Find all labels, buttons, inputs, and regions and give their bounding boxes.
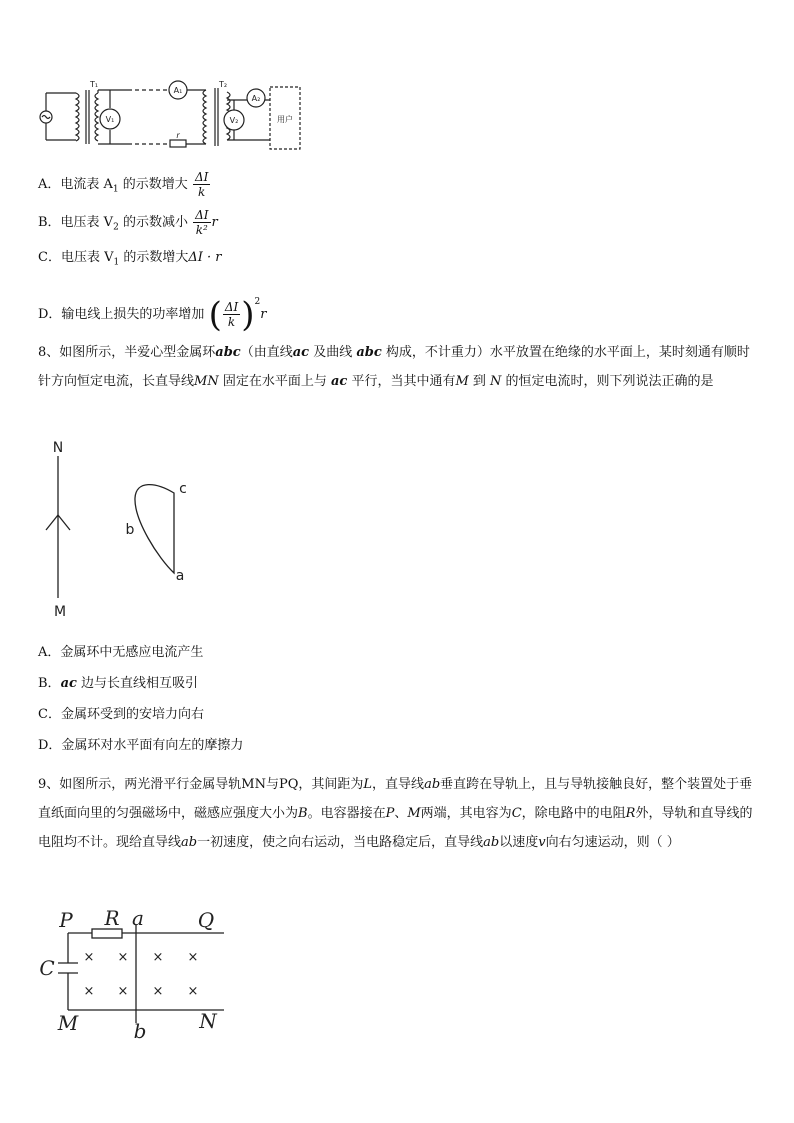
resistor-label-r: R bbox=[104, 906, 120, 930]
q8-option-b[interactable]: B．ac 边与长直线相互吸引 bbox=[38, 676, 199, 691]
ring-label-a: a bbox=[175, 568, 185, 584]
a1-meter-label: A₁ bbox=[173, 86, 183, 95]
q7-d-fraction: $\frac{\Delta I}{k}$ bbox=[224, 300, 239, 329]
field-cross-icon: × bbox=[117, 984, 129, 999]
field-cross-icon: × bbox=[152, 950, 164, 965]
rail-label-p: P bbox=[59, 908, 73, 932]
field-cross-icon: × bbox=[152, 984, 164, 999]
resistor-r bbox=[92, 929, 122, 938]
heart-ring bbox=[135, 485, 174, 573]
field-cross-icon: × bbox=[187, 950, 199, 965]
v1-meter-label: V₁ bbox=[105, 115, 115, 124]
rail-label-q: Q bbox=[197, 908, 215, 932]
rail-label-m: M bbox=[57, 1011, 79, 1035]
q7-a-fraction: $\frac{\Delta I}{k}$ bbox=[194, 170, 209, 199]
q8-option-d[interactable]: D．金属环对水平面有向左的摩擦力 bbox=[38, 738, 244, 753]
wire-label-m: M bbox=[53, 604, 67, 620]
q8-option-c[interactable]: C．金属环受到的安培力向右 bbox=[38, 707, 204, 722]
field-cross-icon: × bbox=[83, 984, 95, 999]
q7-option-d[interactable]: D．输电线上损失的功率增加 ( $\frac{\Delta I}{k}$ )$^2$r bbox=[38, 294, 267, 335]
q9-rail-circuit-figure bbox=[36, 905, 236, 1040]
v2-meter-label: V₂ bbox=[229, 116, 239, 125]
q9-question-text: 9、如图所示，两光滑平行金属导轨MN与PQ，其间距为L，直导线ab垂直跨在导轨上，且与导轨接触良好，整个装置处于垂直纸面向里的匀强磁场中，磁感应强度大小为B。电容器接在P、M两端，其电容为C，除电路中的电阻R外，导轨和直导线的电阻均不计。现给直导线ab一初速度，使之向右运动，当电路稳定后，直导线ab以速度v向右匀速运动，则（ ） bbox=[38, 777, 753, 850]
q7-b-fraction: $\frac{\Delta I}{\text{k²}}$ bbox=[195, 208, 209, 237]
q8-question-text: 8、如图所示，半爱心型金属环abc（由直线ac 及曲线 abc 构成，不计重力）水平放置在绝缘的水平面上，某时刻通有顺时针方向恒定电流，长直导线MN 固定在水平面上与 ac 平行，当其中通有M 到 N 的恒定电流时，则下列说法正确的是 bbox=[38, 345, 750, 389]
q7-option-c[interactable]: C．电压表 $V_1$ 的示数增大ΔI · r bbox=[38, 250, 222, 268]
rail-label-n: N bbox=[199, 1009, 217, 1033]
a2-meter-label: A₂ bbox=[251, 94, 261, 103]
q8-wire-ring-figure bbox=[38, 438, 218, 623]
transformer-circuit-figure bbox=[38, 78, 308, 158]
t1-label: T₁ bbox=[89, 80, 99, 89]
resistor-r-label: r bbox=[176, 131, 180, 140]
field-cross-icon: × bbox=[83, 950, 95, 965]
user-load-label: 用户 bbox=[277, 115, 293, 124]
ring-label-b: b bbox=[125, 522, 135, 538]
field-cross-icon: × bbox=[117, 950, 129, 965]
t2-label: T₂ bbox=[218, 80, 228, 89]
q8-option-a[interactable]: A．金属环中无感应电流产生 bbox=[38, 645, 204, 660]
rod-label-b: b bbox=[133, 1019, 147, 1040]
q7-option-b[interactable]: B．电压表 $V_2$ 的示数减小 $\frac{\Delta I}{\text{k²}}$ r bbox=[38, 208, 218, 237]
ring-label-c: c bbox=[179, 481, 187, 497]
wire-label-n: N bbox=[52, 440, 64, 456]
field-cross-icon: × bbox=[187, 984, 199, 999]
capacitor-label-c: C bbox=[39, 956, 55, 980]
q7-option-a[interactable]: A．电流表 $A_1$ 的示数增大 $\frac{\Delta I}{k}$ bbox=[38, 170, 209, 199]
rod-label-a: a bbox=[132, 906, 144, 930]
